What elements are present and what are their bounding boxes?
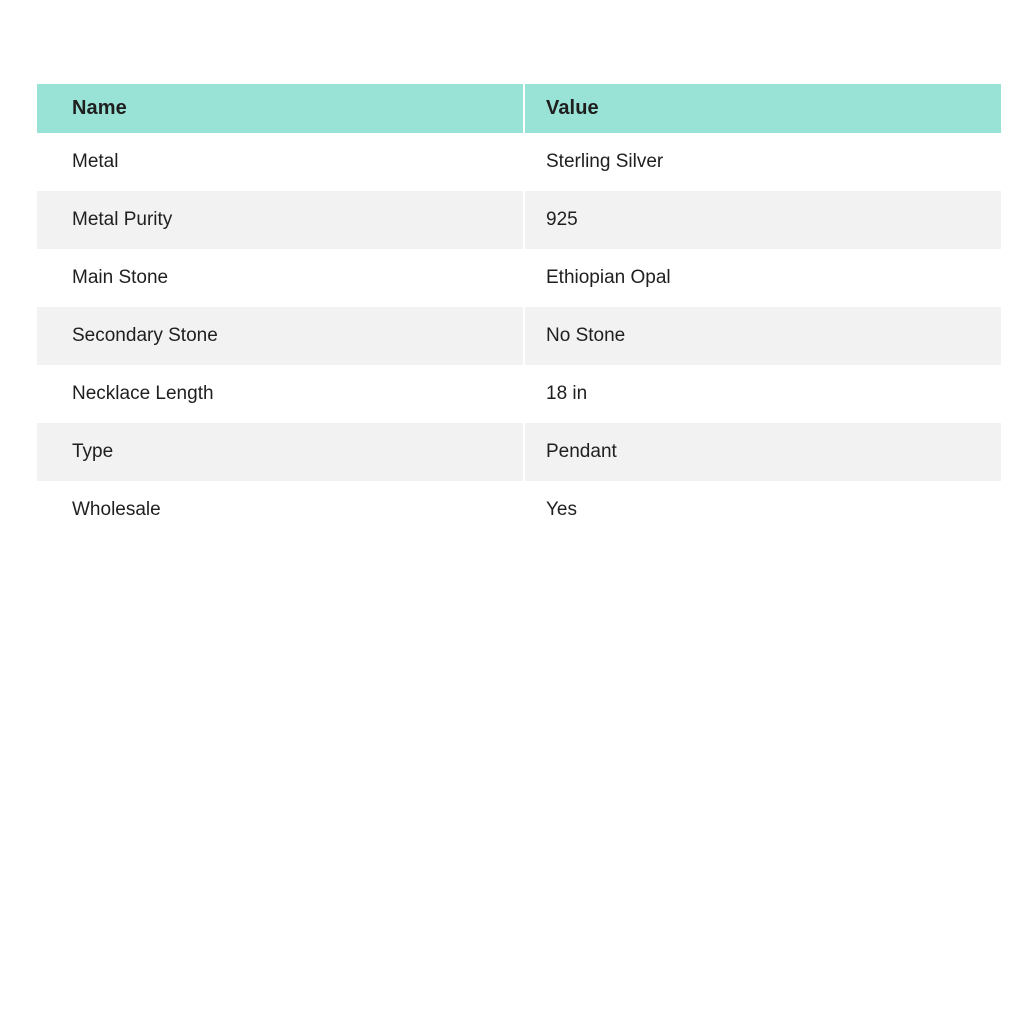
cell-value: 925: [523, 191, 1001, 249]
cell-name: Wholesale: [37, 481, 523, 539]
table-row: [37, 481, 1001, 539]
table-row: [37, 191, 1001, 249]
table-row: [37, 365, 1001, 423]
product-spec-table: [37, 84, 1001, 539]
cell-value: No Stone: [523, 307, 1001, 365]
table-row: [37, 307, 1001, 365]
cell-name: Main Stone: [37, 249, 523, 307]
table-row: [37, 249, 1001, 307]
cell-name: Type: [37, 423, 523, 481]
column-header-name: Name: [37, 84, 523, 133]
cell-name: Metal: [37, 133, 523, 191]
table-body: [37, 133, 1001, 539]
table-row: [37, 133, 1001, 191]
table-row: [37, 423, 1001, 481]
column-header-value: Value: [523, 84, 1001, 133]
table-header-row: [37, 84, 1001, 133]
cell-value: Yes: [523, 481, 1001, 539]
cell-name: Necklace Length: [37, 365, 523, 423]
cell-value: Sterling Silver: [523, 133, 1001, 191]
cell-name: Metal Purity: [37, 191, 523, 249]
cell-value: 18 in: [523, 365, 1001, 423]
cell-value: Ethiopian Opal: [523, 249, 1001, 307]
cell-value: Pendant: [523, 423, 1001, 481]
cell-name: Secondary Stone: [37, 307, 523, 365]
